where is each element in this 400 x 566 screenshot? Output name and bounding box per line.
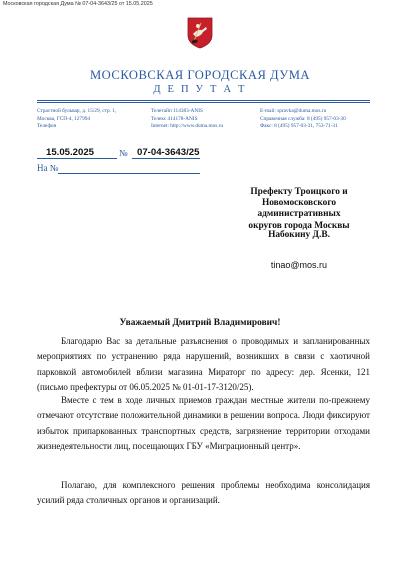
- body-paragraph-2: Вместе с тем в ходе личных приемов граждан местные жители по-прежнему отмечают отсутствие положительной динамики в решении вопроса. Люди фиксируют избыток припаркованных транспортных средств, загрязнение территории отходами жизнедеятельности лиц, посещающих ГБУ «Миграционный центр».: [37, 395, 370, 452]
- addressee-line-2: Новомосковского административных: [257, 198, 341, 220]
- document-registration-note: Московская городская Дума № 07-04-3643/25 от 15.05.2025: [3, 1, 153, 7]
- number-underline: [132, 158, 200, 159]
- telex-line: Телекс 414178-ANIS: [151, 115, 198, 122]
- header-divider-bottom: [37, 102, 370, 103]
- addressee-line-3: округов города Москвы: [248, 220, 350, 231]
- header-divider-top: [37, 100, 370, 101]
- service-block: [260, 108, 346, 131]
- date-underline: [37, 158, 117, 159]
- teletype-line: Телетайп 114383-ANIS: [151, 108, 203, 114]
- number-sign: №: [119, 148, 128, 158]
- address-block: [37, 108, 116, 131]
- body-paragraph-3: Полагаю, для комплексного решения проблемы необходима консолидация усилий ряда столичных органов и организаций.: [37, 480, 370, 506]
- addressee-line-1: Префекту Троицкого и: [250, 187, 348, 197]
- internet-line: Internet: http://www.duma.mos.ru: [151, 123, 224, 130]
- salutation: Уважаемый Дмитрий Владимирович!: [119, 318, 281, 328]
- addressee-name: Набокину Д.В.: [268, 230, 330, 240]
- address-street: Страстной бульвар, д. 15/29, стр. 1,: [37, 108, 117, 114]
- organization-subtitle: Д Е П У Т А Т: [153, 84, 247, 95]
- helpdesk-line: Справочная служба: 8 (495) 957-03-30: [260, 115, 346, 122]
- document-date: 15.05.2025: [46, 147, 95, 158]
- address-city: Москва, ГСП-4, 127994: [37, 115, 91, 122]
- email-line: E-mail: spravka@duma.mos.ru: [260, 108, 327, 114]
- reply-to-label: На №: [37, 163, 59, 173]
- address-phone-label: Телефон: [37, 123, 57, 130]
- addressee-block: [225, 187, 373, 232]
- body-paragraph-1: Благодарю Вас за детальные разъяснения о проводимых и запланированных мероприятиях по устранению ряда нарушений, возникших в связи с хаотичной парковкой автомобилей вблизи магазина Мираторг по адресу: дер. Ясенки, 121 (письмо префектуры от 06.05.2025 № 01-01-17-3120/25).: [37, 336, 370, 393]
- reply-to-underline: [58, 173, 200, 174]
- organization-title: МОСКОВСКАЯ ГОРОДСКАЯ ДУМА: [89, 68, 311, 82]
- moscow-coat-of-arms-icon: [187, 17, 213, 49]
- addressee-email: tinao@mos.ru: [270, 260, 328, 270]
- document-number: 07-04-3643/25: [137, 147, 200, 158]
- telecom-block: [151, 108, 223, 131]
- fax-line: Факс: 8 (495) 957-03-31, 753-71-31: [260, 123, 338, 130]
